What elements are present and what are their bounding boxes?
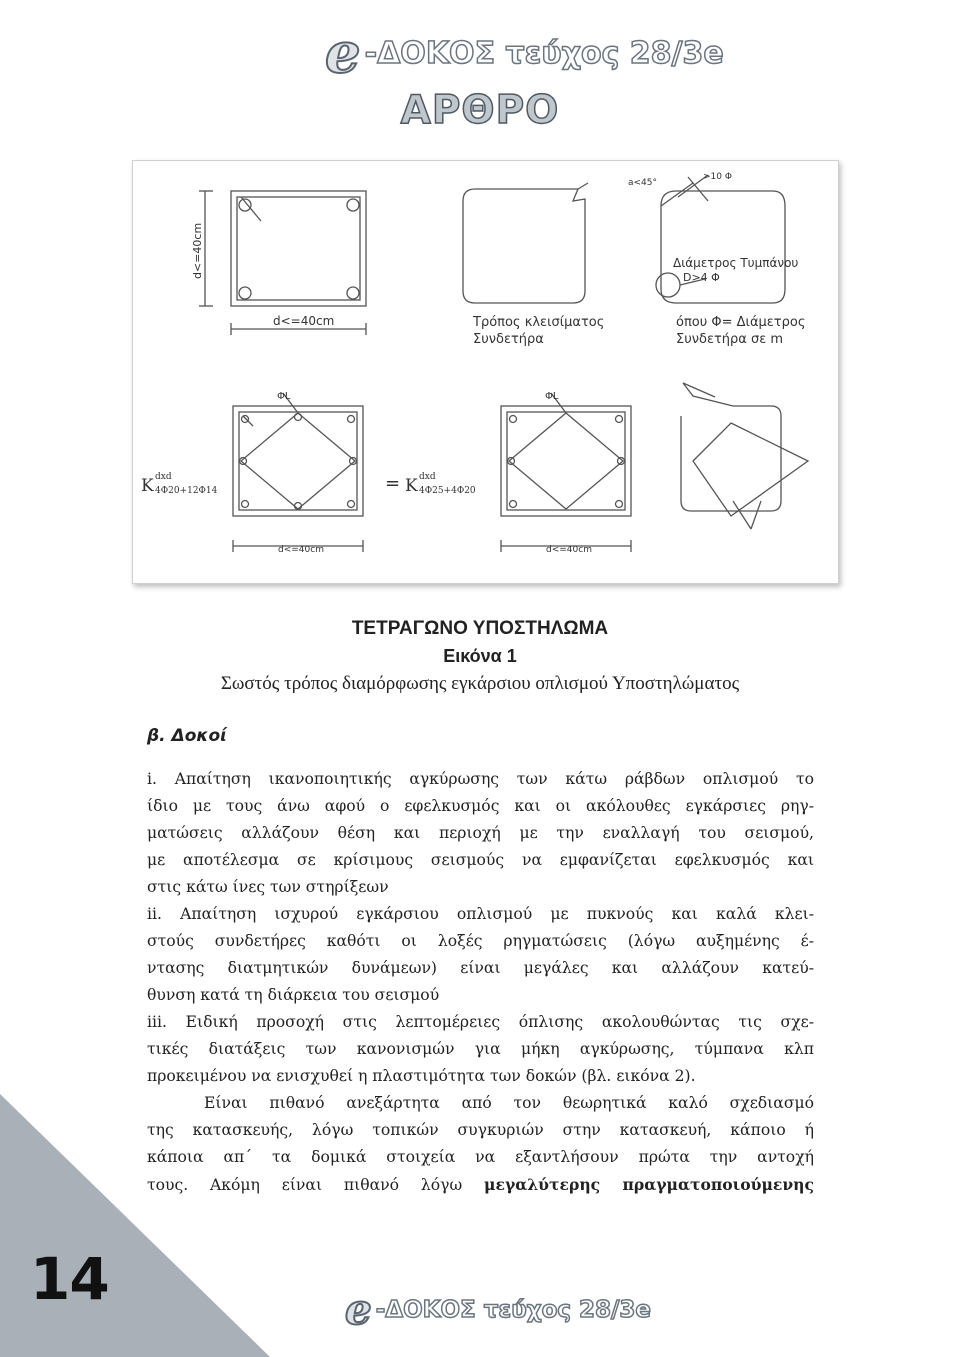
k-right-symbol: K bbox=[405, 476, 418, 496]
magazine-footer bbox=[345, 1285, 652, 1334]
figure-caption-description: Σωστός τρόπος διαμόρφωσης εγκάρσιου οπλισμού Υποστηλώματος bbox=[220, 673, 740, 694]
phi-l-left: ΦL bbox=[277, 391, 291, 402]
text-line: θυνση κατά τη διάρκεια του σεισμού bbox=[147, 986, 440, 1004]
phi-l-right: ΦL bbox=[545, 391, 559, 402]
text-line: της κατασκευής, λόγω τοπικών συγκυριών στην κατασκευή, κάποιο ή bbox=[147, 1121, 814, 1139]
text-line: στούς συνδετήρες καθότι οι λοξές ρηγματώσεις (λόγω αυξημένης έ- bbox=[147, 932, 814, 950]
text-line: i. Απαίτηση ικανοποιητικής αγκύρωσης των κάτω ράβδων οπλισμού το bbox=[147, 770, 814, 788]
text-run: τους. Ακόμη είναι πιθανό λόγω bbox=[147, 1176, 485, 1194]
k-right-sup: dxd bbox=[419, 472, 436, 482]
text-line: τικές διατάξεις των κανονισμών για μήκη αγκύρωσης, τύμπανα κλπ bbox=[147, 1040, 814, 1058]
where-line1: όπου Φ= Διάμετρος bbox=[676, 315, 806, 330]
text-line: ίδιο με τους άνω αφού ο εφελκυσμός και οι ακόλουθες εγκάρσιες ρηγ- bbox=[147, 797, 814, 815]
k-left-symbol: K bbox=[141, 476, 154, 496]
section-outline bbox=[231, 191, 366, 306]
body-text bbox=[147, 766, 814, 1198]
page-number: 14 bbox=[30, 1245, 109, 1313]
text-line: iii. Ειδική προσοχή στις λεπτομέρειες όπλισης ακολουθώντας τις σχε- bbox=[147, 1013, 814, 1031]
text-line: με αποτέλεσμα σε κρίσιμους σεισμούς να εμφανίζεται εφελκυσμός και bbox=[147, 851, 814, 869]
dim-bottom-right: d<=40cm bbox=[546, 545, 592, 555]
closing-line2: Συνδετήρα bbox=[473, 332, 544, 347]
k-left-sub: 4Φ20+12Φ14 bbox=[155, 486, 218, 496]
section-title: ΑΡΘΡΟ bbox=[400, 88, 560, 133]
text-line: προκειμένου να ενισχυθεί η πλαστιμότητα των δοκών (βλ. εικόνα 2). bbox=[147, 1067, 696, 1085]
text-line: κάποια απ΄ τα δομικά στοιχεία να εξαντλήσουν πρώτα την αντοχή bbox=[147, 1148, 814, 1166]
closing-line1: Τρόπος κλεισίματος bbox=[473, 315, 605, 330]
magazine-header bbox=[325, 20, 724, 86]
subheading: β. Δοκοί bbox=[147, 726, 227, 746]
text-line: ματώσεις αλλάζουν θέση και περιοχή με την εναλλαγή του σεισμού, bbox=[147, 824, 814, 842]
figure-caption-number: Εικόνα 1 bbox=[443, 646, 517, 666]
magazine-title: -ΔΟΚΟΣ τεύχος 28/3e bbox=[364, 35, 724, 71]
footer-logo-letter: e bbox=[345, 1285, 372, 1334]
reinforcement-drawing bbox=[133, 161, 838, 583]
text-line: στις κάτω ίνες των στηρίξεων bbox=[147, 878, 389, 896]
footer-magazine-title: -ΔΟΚΟΣ τεύχος 28/3e bbox=[375, 1297, 652, 1323]
dim-vertical-label: d<=40cm bbox=[191, 222, 204, 279]
text-line: Είναι πιθανό ανεξάρτητα από τον θεωρητικά καλό σχεδιασμό bbox=[204, 1094, 814, 1112]
figure-caption-title: ΤΕΤΡΑΓΩΝΟ ΥΠΟΣΤΗΛΩΜΑ bbox=[351, 618, 609, 639]
equals-sign: = bbox=[385, 473, 401, 494]
where-line2: Συνδετήρα σε m bbox=[676, 332, 784, 347]
drum-value: D>4 Φ bbox=[683, 271, 720, 284]
drum-title: Διάμετρος Τυμπάνου bbox=[673, 256, 799, 270]
k-right-sub: 4Φ25+4Φ20 bbox=[419, 486, 476, 496]
k-left-sup: dxd bbox=[155, 472, 172, 482]
text-line: ντασης διατμητικών δυνάμεων) είναι μεγάλες και αλλάζουν κατεύ- bbox=[147, 959, 814, 977]
hook-length-label: >10 Φ bbox=[703, 172, 732, 182]
text-line-last bbox=[147, 1171, 814, 1198]
magazine-logo-letter: e bbox=[325, 20, 361, 86]
figure-column-reinforcement bbox=[132, 160, 839, 584]
dim-horizontal-label: d<=40cm bbox=[273, 314, 335, 328]
dim-bottom-left: d<=40cm bbox=[278, 545, 324, 555]
text-line: ii. Απαίτηση ισχυρού εγκάρσιου οπλισμού με πυκνούς και καλά κλει- bbox=[147, 905, 814, 923]
bold-text-run: μεγαλύτερης πραγματοποιούμενης bbox=[484, 1175, 814, 1194]
angle-label: a<45° bbox=[628, 178, 658, 188]
